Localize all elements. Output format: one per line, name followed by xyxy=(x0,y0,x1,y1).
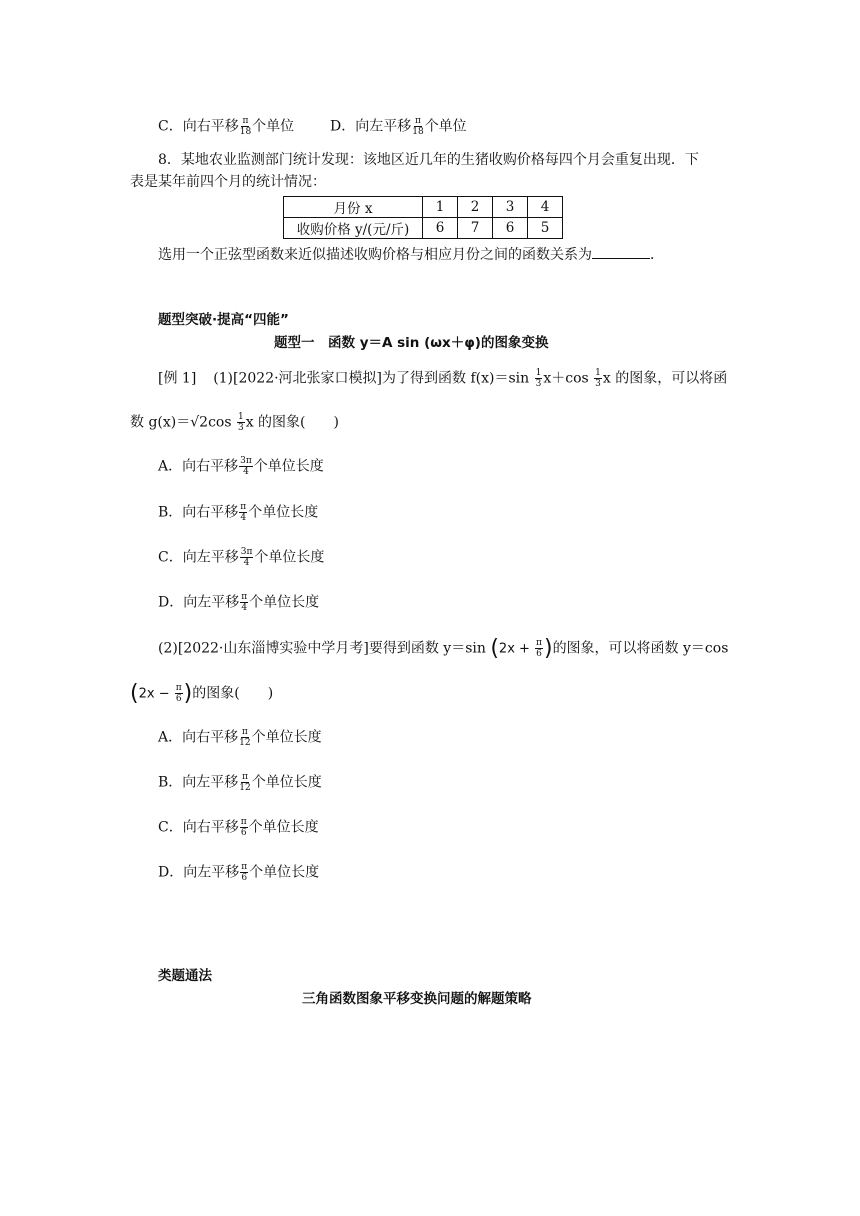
section-heading: 题型突破·提高“四能” xyxy=(158,312,289,328)
table-cell: 6 xyxy=(493,218,528,239)
table-cell: 1 xyxy=(423,197,458,218)
fraction: $\frac{1}{3}$ xyxy=(237,412,244,433)
ex1-q1-option-c: C．向左平移 $\frac{3\pi}{4}$ 个单位长度 xyxy=(158,547,325,568)
ex1-q2-line2: (2x − $\frac{\pi}{6}$ )的图象( ) xyxy=(130,680,274,706)
table-header-month: 月份 x xyxy=(284,197,423,218)
answer-blank[interactable] xyxy=(592,244,650,259)
table-cell: 5 xyxy=(528,218,563,239)
ex1-q1-option-d: D．向左平移 $\frac{\pi}{4}$ 个单位长度 xyxy=(158,592,320,613)
ex1-q2-line1: (2)[2022·山东淄博实验中学月考]要得到函数 y＝sin (2x + $\frac{\pi}{6}$ )的图象，可以将函数 y＝cos xyxy=(158,635,729,661)
method-heading: 类题通法 xyxy=(158,968,212,984)
ex1-q2-option-b: B．向左平移 $\frac{\pi}{12}$ 个单位长度 xyxy=(158,772,322,793)
table-cell: 6 xyxy=(423,218,458,239)
table-cell: 2 xyxy=(458,197,493,218)
price-table xyxy=(283,196,563,239)
table-row xyxy=(284,218,563,239)
table-row xyxy=(284,197,563,218)
ex1-q2-option-d: D．向左平移 $\frac{\pi}{6}$ 个单位长度 xyxy=(158,862,320,883)
fraction: $\frac{\pi}{18}$ xyxy=(412,116,424,137)
table-cell: 7 xyxy=(458,218,493,239)
ex1-q1-option-b: B．向右平移 $\frac{\pi}{4}$ 个单位长度 xyxy=(158,502,319,523)
ex1-q1-line2: 数 g(x)＝√2cos $\frac{1}{3}$ x 的图象( ) xyxy=(130,412,339,433)
q8-line1: 8．某地农业监测部门统计发现：该地区近几年的生猪收购价格每四个月会重复出现．下 xyxy=(158,152,699,168)
table-cell: 4 xyxy=(528,197,563,218)
q7-option-d: D．向左平移 $\frac{\pi}{18}$ 个单位 xyxy=(330,116,467,137)
example-label: [例 1] xyxy=(158,370,197,387)
table-header-price: 收购价格 y/(元/斤) xyxy=(284,218,423,239)
sqrt2: √2 xyxy=(190,414,209,431)
fraction: $\frac{1}{3}$ xyxy=(535,368,542,389)
type-title: 题型一 函数 y＝A sin (ωx＋φ)的图象变换 xyxy=(274,335,549,351)
q8-line3: 选用一个正弦型函数来近似描述收购价格与相应月份之间的函数关系为 ． xyxy=(158,244,664,265)
ex1-q1-option-a: A．向右平移 $\frac{3\pi}{4}$ 个单位长度 xyxy=(158,456,324,477)
table-cell: 3 xyxy=(493,197,528,218)
q8-line2: 表是某年前四个月的统计情况： xyxy=(130,174,326,190)
ex1-q1-line1: [例 1] (1)[2022·河北张家口模拟]为了得到函数 f(x)＝sin $\frac{1}{3}$ x＋cos $\frac{1}{3}$ x 的图象，可以将函 xyxy=(158,368,728,389)
ex1-q2-option-c: C．向右平移 $\frac{\pi}{6}$ 个单位长度 xyxy=(158,817,319,838)
fraction: $\frac{1}{3}$ xyxy=(595,368,601,389)
ex1-q2-option-a: A．向右平移 $\frac{\pi}{12}$ 个单位长度 xyxy=(158,727,322,748)
q7-option-c: C．向右平移 $\frac{\pi}{18}$ 个单位 xyxy=(158,116,295,137)
fraction: $\frac{\pi}{18}$ xyxy=(239,116,252,137)
method-title: 三角函数图象平移变换问题的解题策略 xyxy=(302,991,532,1007)
